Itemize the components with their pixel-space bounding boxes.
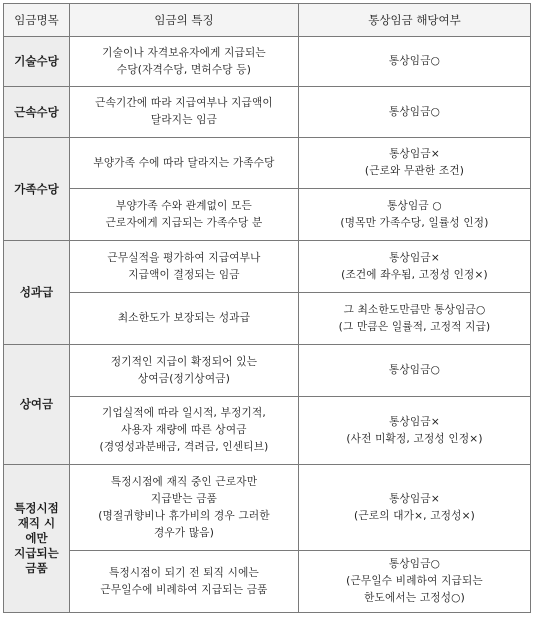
status-cell (299, 345, 531, 397)
category-label: 성과급 (19, 285, 54, 299)
feature-text: 부양가족 수에 따라 달라지는 가족수당 (93, 156, 275, 169)
header-row (4, 4, 531, 37)
feature-cell (70, 138, 299, 189)
table-row (4, 293, 531, 345)
status-cell (299, 551, 531, 613)
feature-text: 상여금(정기상여금) (137, 372, 231, 385)
feature-text: (명절귀향비나 휴가비의 경우 그러한 (98, 509, 270, 522)
table-row (4, 465, 531, 551)
category-cell (4, 138, 70, 241)
status-cell (299, 189, 531, 241)
feature-text: 최소한도가 보장되는 성과급 (117, 312, 251, 324)
table-row (4, 345, 531, 397)
feature-cell (70, 189, 299, 241)
feature-text: 기술이나 자격보유자에게 지급되는 (102, 46, 266, 59)
status-text: 통상임금× (389, 415, 440, 428)
status-text: (근로의 대가×, 고정성×) (354, 509, 475, 522)
feature-text: 정기적인 지급이 확정되어 있는 (110, 355, 258, 368)
feature-text: 특정시점이 되기 전 퇴직 시에는 (109, 566, 259, 579)
feature-cell (70, 551, 299, 613)
status-text: (조건에 좌우됨, 고정성 인정×) (341, 268, 488, 281)
feature-text: 사용자 재량에 따른 상여금 (121, 424, 247, 436)
feature-cell (70, 345, 299, 397)
category-cell (4, 37, 70, 87)
status-text: 그 최소한도만큼만 통상임금○ (343, 303, 486, 316)
category-label: 재직 시 (17, 516, 56, 530)
feature-text: 지급받는 금품 (150, 492, 218, 505)
feature-cell (70, 241, 299, 293)
category-label: 특정시점 (14, 501, 59, 515)
feature-text: 기업실적에 따라 일시적, 부정기적, (102, 407, 266, 419)
wage-table (3, 3, 531, 613)
status-text: 통상임금× (389, 148, 440, 160)
status-text: (근무일수 비례하여 지급되는 (346, 575, 483, 587)
feature-text: 지급액이 결정되는 임금 (128, 268, 240, 281)
category-label: 기술수당 (14, 54, 59, 68)
status-text: (그 만큼은 일률적, 고정적 지급) (338, 320, 491, 333)
feature-text: 달라지는 임금 (150, 114, 218, 126)
feature-cell (70, 293, 299, 345)
status-text: 통상임금○ (388, 55, 441, 67)
feature-text: 근무일수에 비례하여 지급되는 금품 (100, 583, 268, 596)
status-text: 통상임금○ (388, 105, 441, 118)
feature-text: 근로자에게 지급되는 가족수당 분 (105, 216, 263, 229)
category-cell (4, 345, 70, 465)
status-cell (299, 241, 531, 293)
status-cell (299, 37, 531, 87)
category-label: 에만 (25, 531, 48, 545)
header-ordinary-wage: 통상임금 해당여부 (299, 4, 531, 37)
table-row (4, 397, 531, 465)
category-label: 지급되는 (14, 546, 59, 560)
category-label: 금품 (25, 561, 48, 575)
status-text: (근로와 무관한 조건) (364, 165, 465, 177)
status-cell (299, 465, 531, 551)
feature-text: 경우가 많음) (153, 526, 215, 539)
feature-text: (경영성과분배금, 격려금, 인센티브) (99, 441, 269, 453)
feature-cell (70, 37, 299, 87)
feature-text: 부양가족 수와 관계없이 모든 (116, 199, 252, 212)
header-wage-item: 임금명목 (4, 4, 70, 37)
status-cell (299, 87, 531, 138)
table-row (4, 551, 531, 613)
table-row (4, 241, 531, 293)
feature-text: 특정시점에 재직 중인 근로자만 (110, 475, 258, 488)
status-text: 통상임금○ (388, 558, 441, 570)
category-cell (4, 87, 70, 138)
category-label: 근속수당 (14, 104, 59, 119)
category-cell (4, 465, 70, 613)
feature-text: 근무실적을 평가하여 지급여부나 (107, 251, 261, 264)
feature-text: 근속기간에 따라 지급여부나 지급액이 (95, 97, 273, 109)
table-row (4, 37, 531, 87)
feature-text: 수당(자격수당, 면허수당 등) (116, 63, 252, 76)
category-label: 가족수당 (14, 181, 59, 196)
status-text: 통상임금○ (388, 364, 441, 376)
feature-cell (70, 397, 299, 465)
category-cell (4, 241, 70, 345)
status-text: 통상임금 ○ (387, 199, 442, 212)
status-text: (명목만 가족수당, 일률성 인정) (340, 216, 489, 229)
status-cell (299, 397, 531, 465)
feature-cell (70, 87, 299, 138)
category-label: 상여금 (19, 397, 54, 411)
status-text: (사전 미확정, 고정성 인정×) (346, 432, 483, 445)
status-text: 통상임금× (389, 492, 440, 505)
status-cell (299, 293, 531, 345)
table-row (4, 138, 531, 189)
status-cell (299, 138, 531, 189)
status-text: 한도에서는 고정성○) (364, 592, 465, 604)
header-wage-feature: 임금의 특징 (70, 4, 299, 37)
feature-cell (70, 465, 299, 551)
table-row (4, 189, 531, 241)
table-row (4, 87, 531, 138)
status-text: 통상임금× (389, 251, 440, 264)
